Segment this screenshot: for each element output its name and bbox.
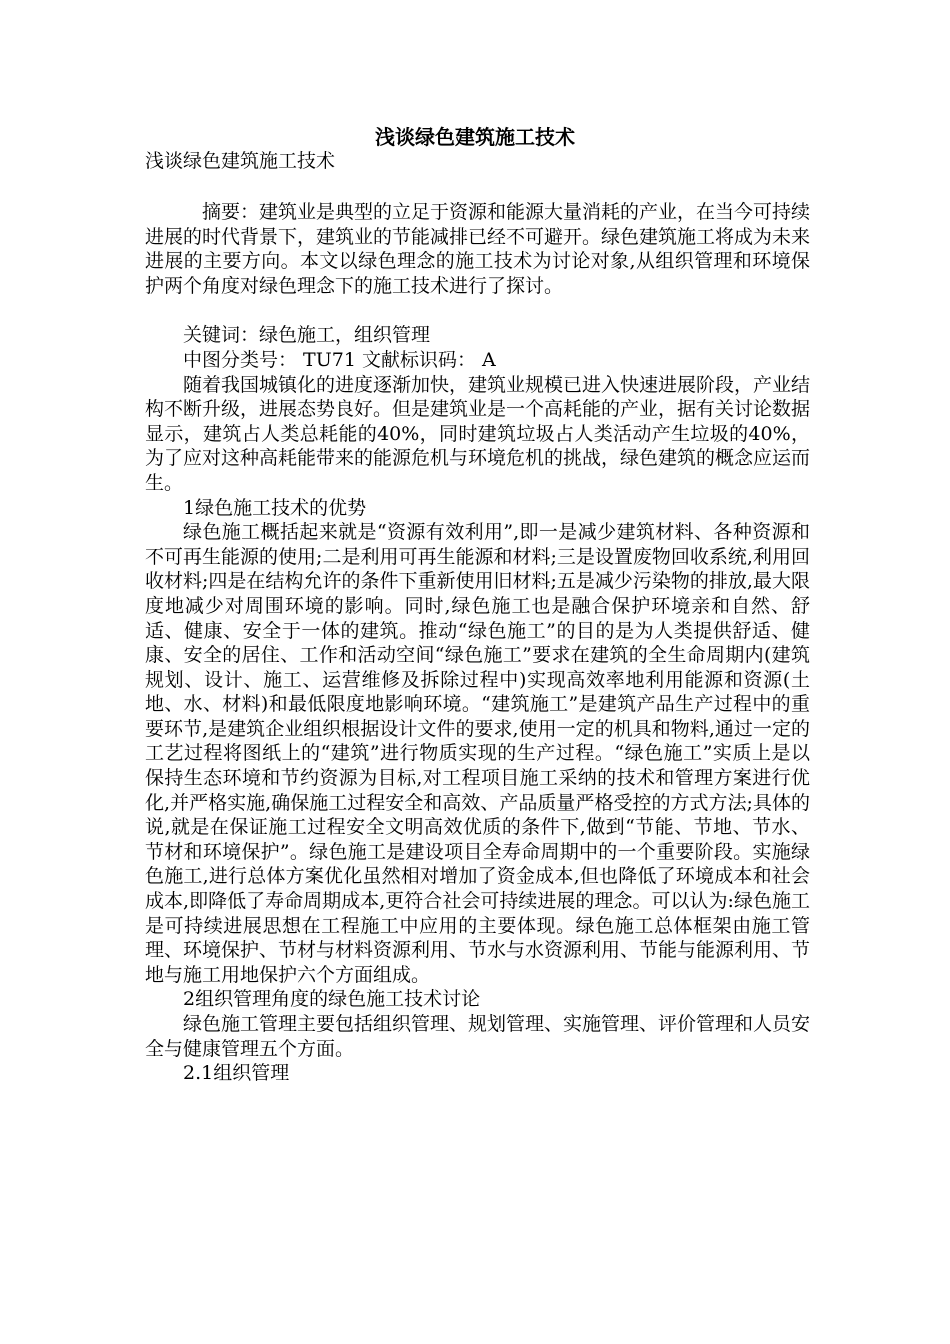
spacer — [145, 298, 810, 323]
classification-line: 中图分类号： TU71 文献标识码： A — [183, 348, 496, 371]
section-2-heading: 2组织管理角度的绿色施工技术讨论 — [183, 988, 481, 1011]
document-body — [145, 200, 810, 1086]
section-1-heading: 1绿色施工技术的优势 — [183, 496, 367, 519]
intro-paragraph: 随着我国城镇化的进度逐渐加快，建筑业规模已进入快速进展阶段，产业结构不断升级，进展态势良好。但是建筑业是一个高耗能的产业，据有关讨论数据显示，建筑占人类总耗能的40%，同时建筑垃圾占人类活动产生垃圾的40%，为了应对这种高耗能带来的能源危机与环境危机的挑战，绿色建筑的概念应运而生。 — [145, 373, 811, 494]
section-1-paragraph: 绿色施工概括起来就是“资源有效利用”,即一是减少建筑材料、各种资源和不可再生能源的使用;二是利用可再生能源和材料;三是设置废物回收系统,利用回收材料;四是在结构允许的条件下重新使用旧材料;五是减少污染物的排放,最大限度地减少对周围环境的影响。同时,绿色施工也是融合保护环境亲和自然、舒适、健康、安全于一体的建筑。推动“绿色施工”的目的是为人类提供舒适、健康、安全的居住、工作和活动空间“绿色施工”要求在建筑的全生命周期内(建筑规划、设计、施工、运营维修及拆除过程中)实现高效率地利用能源和资源(土地、水、材料)和最低限度地影响环境。“建筑施工”是建筑产品生产过程中的重要环节,是建筑企业组织根据设计文件的要求,使用一定的机具和物料,通过一定的工艺过程将图纸上的“建筑”进行物质实现的生产过程。“绿色施工”实质上是以保持生态环境和节约资源为目标,对工程项目施工采纳的技术和管理方案进行优化,并严格实施,确保施工过程安全和高效、产品质量严格受控的方式方法;具体的说,就是在保证施工过程安全文明高效优质的条件下,做到“节能、节地、节水、节材和环境保护”。绿色施工是建设项目全寿命周期中的一个重要阶段。实施绿色施工,进行总体方案优化虽然相对增加了资金成本,但也降低了环境成本和社会成本,即降低了寿命周期成本,更符合社会可持续进展的理念。可以认为:绿色施工是可持续进展思想在工程施工中应用的主要体现。绿色施工总体框架由施工管理、环境保护、节材与材料资源利用、节水与水资源利用、节能与能源利用、节地与施工用地保护六个方面组成。 — [145, 521, 811, 986]
document-title: 浅谈绿色建筑施工技术 — [375, 125, 575, 149]
section-2-paragraph: 绿色施工管理主要包括组织管理、规划管理、实施管理、评价管理和人员安全与健康管理五个方面。 — [145, 1013, 811, 1060]
keywords-line: 关键词：绿色施工，组织管理 — [183, 324, 431, 347]
abstract-paragraph: 摘要：建筑业是典型的立足于资源和能源大量消耗的产业，在当今可持续进展的时代背景下，建筑业的节能减排已经不可避开。绿色建筑施工将成为未来进展的主要方向。本文以绿色理念的施工技术为讨论对象,从组织管理和环境保护两个角度对绿色理念下的施工技术进行了探讨。 — [145, 201, 811, 297]
section-2-1-heading: 2.1组织管理 — [183, 1062, 290, 1085]
document-subtitle: 浅谈绿色建筑施工技术 — [145, 150, 336, 172]
